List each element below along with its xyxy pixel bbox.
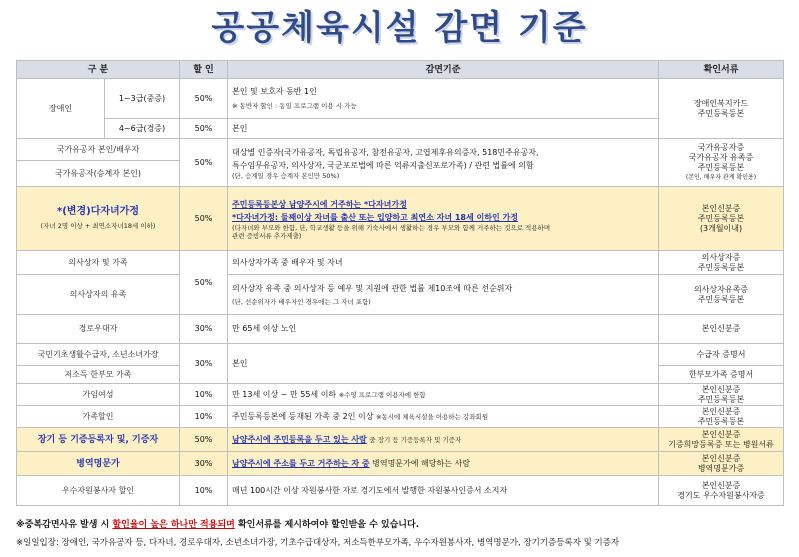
merit-criteria-1: 대상별 인증자(국가유공자, 독립유공자, 참전유공자, 고엽제후유의증자, 518민주유공자, (232, 147, 539, 157)
military-confirm-2: 병역명문가증 (697, 463, 745, 473)
longterm-criteria-cell (228, 428, 659, 452)
multichild-sublabel: (자녀 2명 이상 + 최연소자녀18세 이하) (40, 222, 156, 230)
merit-criteria-cell (228, 139, 659, 187)
table-row (17, 79, 784, 119)
header-criteria: 감면기준 (228, 61, 659, 79)
military-criteria-rest: 병역명문가에 해당하는 사람 (372, 458, 470, 468)
merit-confirm-cell (659, 139, 784, 187)
table-row (17, 384, 784, 406)
disabled-label: 장애인 (17, 79, 105, 139)
basic-living-discount: 30% (180, 344, 228, 384)
footer-notice-highlight: 할인율이 높은 하나만 적용되며 (112, 520, 235, 530)
elderly-discount: 30% (180, 315, 228, 344)
military-discount: 30% (180, 452, 228, 476)
header-category: 구 분 (17, 61, 180, 79)
basic-living-label-1: 국민기초생활수급자, 소년소녀가장 (17, 344, 180, 366)
multichild-discount: 50% (180, 187, 228, 251)
disabled-confirm-cell (659, 79, 784, 139)
footer-daily-admission: ※일일입장: 장애인, 국가유공자 등, 다자녀, 경로우대자, 소년소녀가장, 기초수급대상자, 저소득한부모가족, 우수자원봉사자, 병역명문가, 장기기증등록자 및 기증자 (16, 538, 620, 548)
disabled-confirm-2: 주민등록등본 (697, 108, 745, 118)
multichild-note-1: (다자녀와 부모와 한함, 단, 학교생활 등을 위해 기숙사에서 생활하는 경우 부모와 함께 거주하는 것으로 적용하며 (232, 223, 551, 232)
merit-confirm-1: 국가유공자증 (697, 142, 745, 152)
family-criteria-cell (228, 406, 659, 428)
merit-note: (단, 승계일 경우 승계자 본인만 50%) (232, 171, 340, 180)
longterm-criteria-highlight: 남양주시에 주민등록을 두고 있는 사람 (232, 434, 367, 444)
family-note: ※동시에 체육시설을 이용하는 강좌회원 (376, 412, 489, 421)
table-row (17, 452, 784, 476)
footer-duplicate-notice (16, 518, 783, 532)
disabled-severe-criteria-cell (228, 79, 659, 119)
family-label: 가족할인 (17, 406, 180, 428)
basic-living-criteria: 본인 (228, 344, 659, 384)
casualty-bereaved-confirm-2: 주민등록등본 (697, 294, 745, 304)
casualty-bereaved-criteria-cell (228, 275, 659, 315)
military-confirm-1: 본인신분증 (701, 453, 741, 463)
casualty-bereaved-confirm-1: 의사상자유족증 (693, 284, 749, 294)
longterm-criteria-rest: 중 장기 등 기증등록자 및 기증자 (369, 435, 462, 444)
volunteer-label: 우수자원봉사자 할인 (17, 476, 180, 506)
disabled-severe-discount: 50% (180, 79, 228, 119)
table-row (17, 251, 784, 275)
casualty-bereaved-criteria: 의사상자 유족 중 의사상자 등 예우 및 지원에 관한 법률 제10조에 따른 선순위자 (232, 283, 513, 293)
elderly-confirm: 본인신분증 (659, 315, 784, 344)
table-row (17, 187, 784, 251)
disabled-mild-discount: 50% (180, 119, 228, 139)
disabled-mild-criteria: 본인 (228, 119, 659, 139)
header-confirm: 확인서류 (659, 61, 784, 79)
family-confirm-cell (659, 406, 784, 428)
family-confirm-1: 본인신분증 (701, 406, 741, 416)
elderly-criteria: 만 65세 이상 노인 (228, 315, 659, 344)
casualty-family-confirm-cell (659, 251, 784, 275)
table-row (17, 406, 784, 428)
longterm-confirm-cell (659, 428, 784, 452)
table-row (17, 428, 784, 452)
multichild-criteria-1: 주민등록등본상 남양주시에 거주하는 *다자녀가정 (232, 199, 407, 209)
multichild-confirm-1: 본인신분증 (701, 203, 741, 213)
casualty-family-label: 의사상자 및 가족 (17, 251, 180, 275)
multichild-criteria-cell (228, 187, 659, 251)
family-discount: 10% (180, 406, 228, 428)
family-confirm-2: 주민등록등본 (697, 416, 745, 426)
women-note: ※수영 프로그램 이용자에 한함 (338, 390, 426, 399)
casualty-discount: 50% (180, 251, 228, 315)
volunteer-confirm-2: 경기도 우수자원봉사자증 (677, 490, 765, 500)
footer-notice-pre: ※중복감면사유 발생 시 (16, 520, 113, 530)
basic-living-label-2: 저소득 한부모 가족 (17, 366, 180, 384)
women-discount: 10% (180, 384, 228, 406)
merit-label-1: 국가유공자 본인/배우자 (17, 139, 180, 161)
women-confirm-2: 주민등록등본 (697, 394, 745, 404)
basic-living-confirm-1: 수급자 증명서 (659, 344, 784, 366)
page-title: 공공체육시설 감면 기준 (211, 8, 588, 48)
women-confirm-cell (659, 384, 784, 406)
merit-confirm-4: (본인, 배우자 관계 확인용) (685, 173, 757, 181)
multichild-criteria-2: *다자녀가정: 둘째이상 자녀를 출산 또는 입양하고 최연소 자녀 18세 이하인 가정 (232, 212, 518, 222)
table-row (17, 476, 784, 506)
volunteer-discount: 10% (180, 476, 228, 506)
women-label: 가임여성 (17, 384, 180, 406)
multichild-confirm-cell (659, 187, 784, 251)
disabled-severe-criteria: 본인 및 보호자 동반 1인 (232, 87, 317, 96)
casualty-family-confirm-1: 의사상자증 (701, 252, 741, 262)
volunteer-confirm-cell (659, 476, 784, 506)
longterm-label: 장기 등 기증등록자 및, 기증자 (17, 428, 180, 452)
military-confirm-cell (659, 452, 784, 476)
casualty-bereaved-label: 의사상자의 유족 (17, 275, 180, 315)
longterm-confirm-1: 본인신분증 (701, 429, 741, 439)
header-discount: 할 인 (180, 61, 228, 79)
discount-table (16, 60, 784, 506)
volunteer-confirm-1: 본인신분증 (701, 480, 741, 490)
casualty-family-criteria: 의사상자가족 중 배우자 및 자녀 (228, 251, 659, 275)
casualty-bereaved-confirm-cell (659, 275, 784, 315)
women-confirm-1: 본인신분증 (701, 384, 741, 394)
basic-living-confirm-2: 한부모가족 증명서 (659, 366, 784, 384)
merit-confirm-2: 국가유공자 유족증 (688, 152, 754, 162)
table-row (17, 344, 784, 366)
military-label: 병역명문가 (17, 452, 180, 476)
disabled-mild-grade: 4~6급(경증) (105, 119, 180, 139)
multichild-note-2: 관련 증빙서류 추가제출) (232, 231, 302, 240)
casualty-bereaved-note: (단, 선순위자가 배우자인 경우에는 그 자녀 포함) (232, 297, 371, 306)
longterm-confirm-2: 기증희망등록증 또는 병원서류 (668, 439, 774, 449)
casualty-family-confirm-2: 주민등록등본 (697, 262, 745, 272)
merit-label-2: 국가유공자(승계자 본인) (17, 161, 180, 187)
disabled-confirm-1: 장애인복지카드 (693, 98, 749, 108)
multichild-confirm-3: (3개월이내) (699, 223, 743, 233)
table-header-row (17, 61, 784, 79)
disabled-severe-grade: 1~3급(중증) (105, 79, 180, 119)
disabled-severe-note: ※ 동반자 할인 : 동일 프로그램 이용 시 가능 (232, 102, 357, 110)
merit-confirm-3: 주민등록등본 (697, 162, 745, 172)
multichild-label: *(변경)다자녀가정 (57, 206, 139, 217)
table-row (17, 275, 784, 315)
longterm-discount: 50% (180, 428, 228, 452)
elderly-label: 경로우대자 (17, 315, 180, 344)
family-criteria: 주민등록등본에 등재된 가족 중 2인 이상 (232, 411, 374, 421)
table-row (17, 315, 784, 344)
military-criteria-highlight: 남양주시에 주소를 두고 거주하는 자 중 (232, 458, 370, 468)
multichild-label-cell (17, 187, 180, 251)
women-criteria-cell (228, 384, 659, 406)
military-criteria-cell (228, 452, 659, 476)
footer-notice-post: 확인서류를 제시하여야 할인받을 수 있습니다. (234, 520, 420, 530)
merit-discount: 50% (180, 139, 228, 187)
women-criteria: 만 13세 이상 ~ 만 55세 이하 (232, 389, 337, 399)
volunteer-criteria: 매년 100시간 이상 자원봉사한 자로 경기도에서 발행한 자원봉사인증서 소지자 (228, 476, 659, 506)
table-row (17, 139, 784, 161)
multichild-confirm-2: 주민등록등본 (697, 213, 745, 223)
merit-criteria-2: 특수임무유공자, 의사상자, 국군포로법에 따른 억류지출신포로가족) / 관련 법률에 의함 (232, 160, 534, 170)
